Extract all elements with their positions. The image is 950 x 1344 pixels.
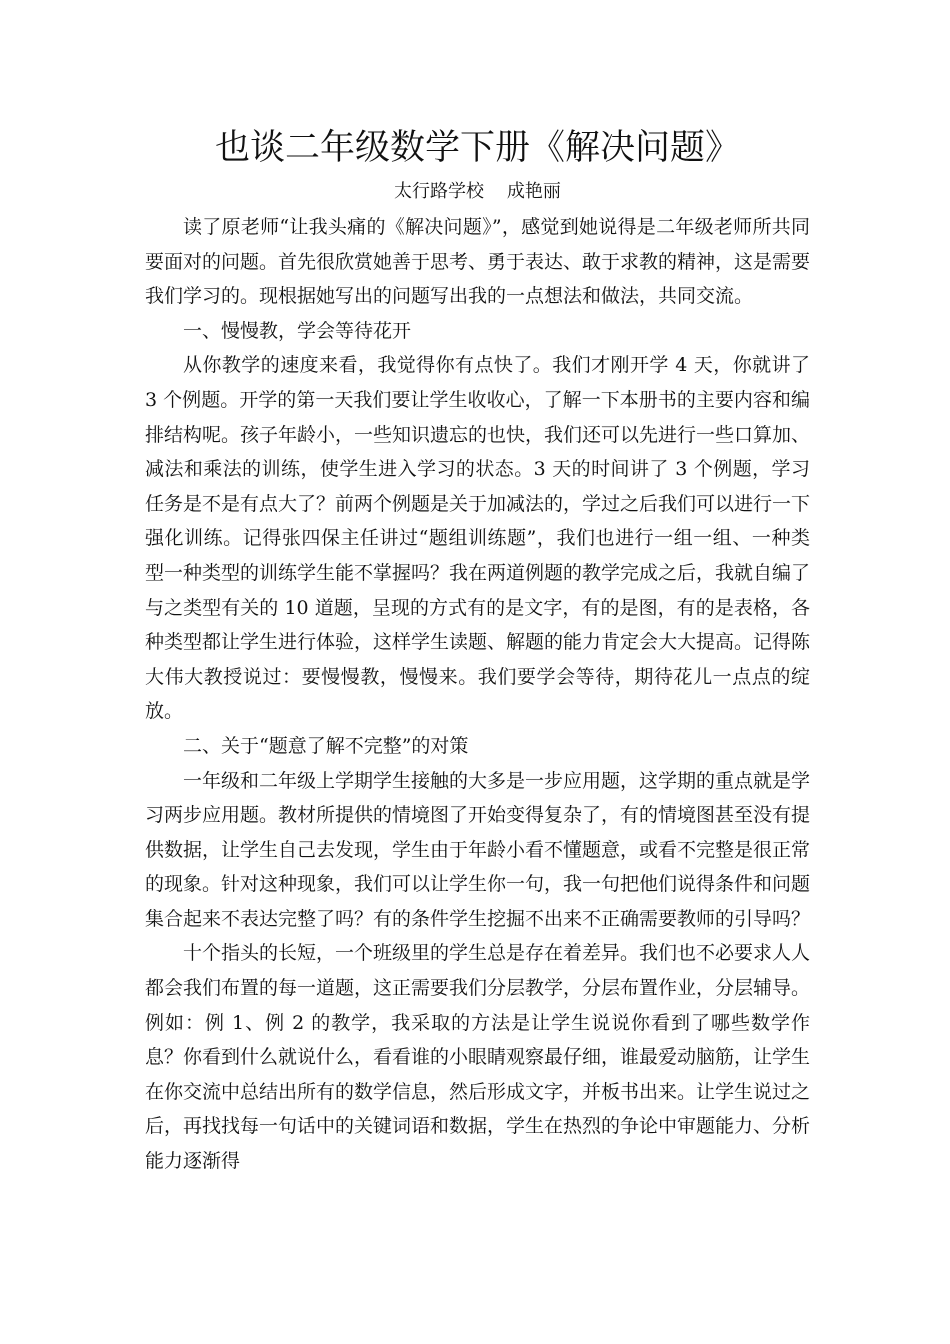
section-1-paragraph: 从你教学的速度来看，我觉得你有点快了。我们才刚开学 4 天，你就讲了 3 个例题。开学的第一天我们要让学生收收心，了解一下本册书的主要内容和编排结构呢。孩子年龄小，一些知识遗忘的也快，我们还可以先进行一些口算加、减法和乘法的训练，使学生进入学习的状态。3 天的时间讲了 3 个例题，学习任务是不是有点大了？前两个例题是关于加减法的，学过之后我们可以进行一下强化训练。记得张四保主任讲过“题组训练题”，我们也进行一组一组、一种类型一种类型的训练学生能不掌握吗？我在两道例题的教学完成之后，我就自编了与之类型有关的 10 道题，呈现的方式有的是文字，有的是图，有的是表格，各种类型都让学生进行体验，这样学生读题、解题的能力肯定会大大提高。记得陈大伟大教授说过：要慢慢教，慢慢来。我们要学会等待，期待花儿一点点的绽放。 xyxy=(145,354,811,723)
section-heading-1: 一、慢慢教，学会等待花开 xyxy=(183,319,412,342)
section-2-paragraph-1: 一年级和二年级上学期学生接触的大多是一步应用题，这学期的重点就是学习两步应用题。教材所提供的情境图了开始变得复杂了，有的情境图甚至没有提供数据，让学生自己去发现，学生由于年龄小看不懂题意，或看不完整是很正常的现象。针对这种现象，我们可以让学生你一句，我一句把他们说得条件和问题集合起来不表达完整了吗？有的条件学生挖掘不出来不正确需要教师的引导吗？ xyxy=(145,769,811,930)
document-title: 也谈二年级数学下册《解决问题》 xyxy=(214,128,740,168)
section-2-paragraph-2: 十个指头的长短，一个班级里的学生总是存在着差异。我们也不必要求人人都会我们布置的每一道题，这正需要我们分层教学，分层布置作业，分层辅导。例如：例 1、例 2 的教学，我采取的方法是让学生说说你看到了哪些数学作息？你看到什么就说什么，看看谁的小眼睛观察最仔细，谁最爱动脑筋，让学生在你交流中总结出所有的数学信息，然后形成文字，并板书出来。让学生说过之后，再找找每一句话中的关键词语和数据，学生在热烈的争论中审题能力、分析能力逐渐得 xyxy=(145,942,811,1173)
section-heading-2: 二、关于“题意了解不完整”的对策 xyxy=(183,734,469,757)
document-page xyxy=(145,120,810,1179)
author-byline: 太行路学校 成艳丽 xyxy=(394,181,561,202)
intro-paragraph: 读了原老师“让我头痛的《解决问题》”，感觉到她说得是二年级老师所共同要面对的问题。首先很欣赏她善于思考、勇于表达、敢于求教的精神，这是需要我们学习的。现根据她写出的问题写出我的一点想法和做法，共同交流。 xyxy=(145,216,811,308)
